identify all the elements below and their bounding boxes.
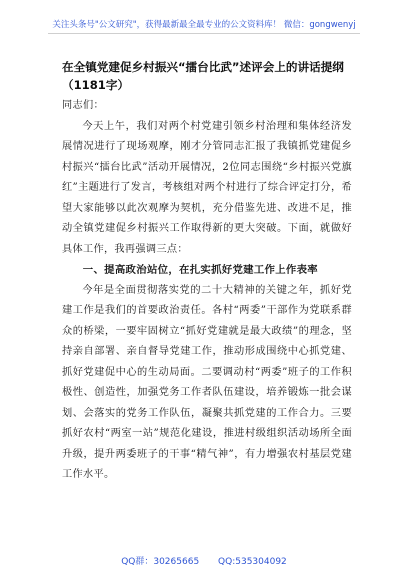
paragraph-section-1: 今年是全面贯彻落实党的二十大精神的关键之年，抓好党建工作是我们的首要政治责任。各村“两委”干部作为党联系群众的桥梁，一要牢固树立“抓好党建就是最大政绩”的理念，坚持亲自部署、亲自督导党建工作，推动形成围绕中心抓党建、抓好党建促中心的生动局面。二要调动村“两委”班子的工作积极性、创造性，加强党务工作者队伍建设，培养锻炼一批会谋划、会落实的党务工作队伍，凝聚共抓党建的工作合力。三要抓好农村“两室一站”规范化建设，推进村级组织活动场所全面升级，提升两委班子的干事“精气神”，有力增强农村基层党建工作水平。 [62, 284, 352, 480]
salutation: 同志们： [62, 100, 104, 111]
document-title: 在全镇党建促乡村振兴“擂台比武”述评会上的讲话提纲（1181字） [62, 60, 344, 92]
paragraph-intro: 今天上午，我们对两个村党建引领乡村治理和集体经济发展情况进行了现场观摩，刚才分管同志汇报了我镇抓党建促乡村振兴“擂台比武”活动开展情况，2位同志围绕“乡村振兴党旗红”主题进行了发言，考核组对两个村进行了综合评定打分，希望大家能够以此次观摩为契机，充分借鉴先进、改进不足，推动全镇党建促乡村振兴工作取得新的更大突破。下面，就做好具体工作，我再强调三点： [62, 120, 352, 255]
section-heading-1: 一、提高政治站位，在扎实抓好党建工作上作表率 [82, 264, 318, 276]
footer-qq: QQ:535304092 [218, 557, 287, 567]
header-notice: 关注头条号"公文研究"，获得最新最全最专业的公文资料库！ 微信：gongwenyj [52, 20, 356, 30]
footer-contact [0, 554, 408, 567]
header-divider [48, 33, 360, 34]
footer-qq-group: QQ群：30265665 [121, 557, 200, 567]
document-body [62, 96, 352, 486]
